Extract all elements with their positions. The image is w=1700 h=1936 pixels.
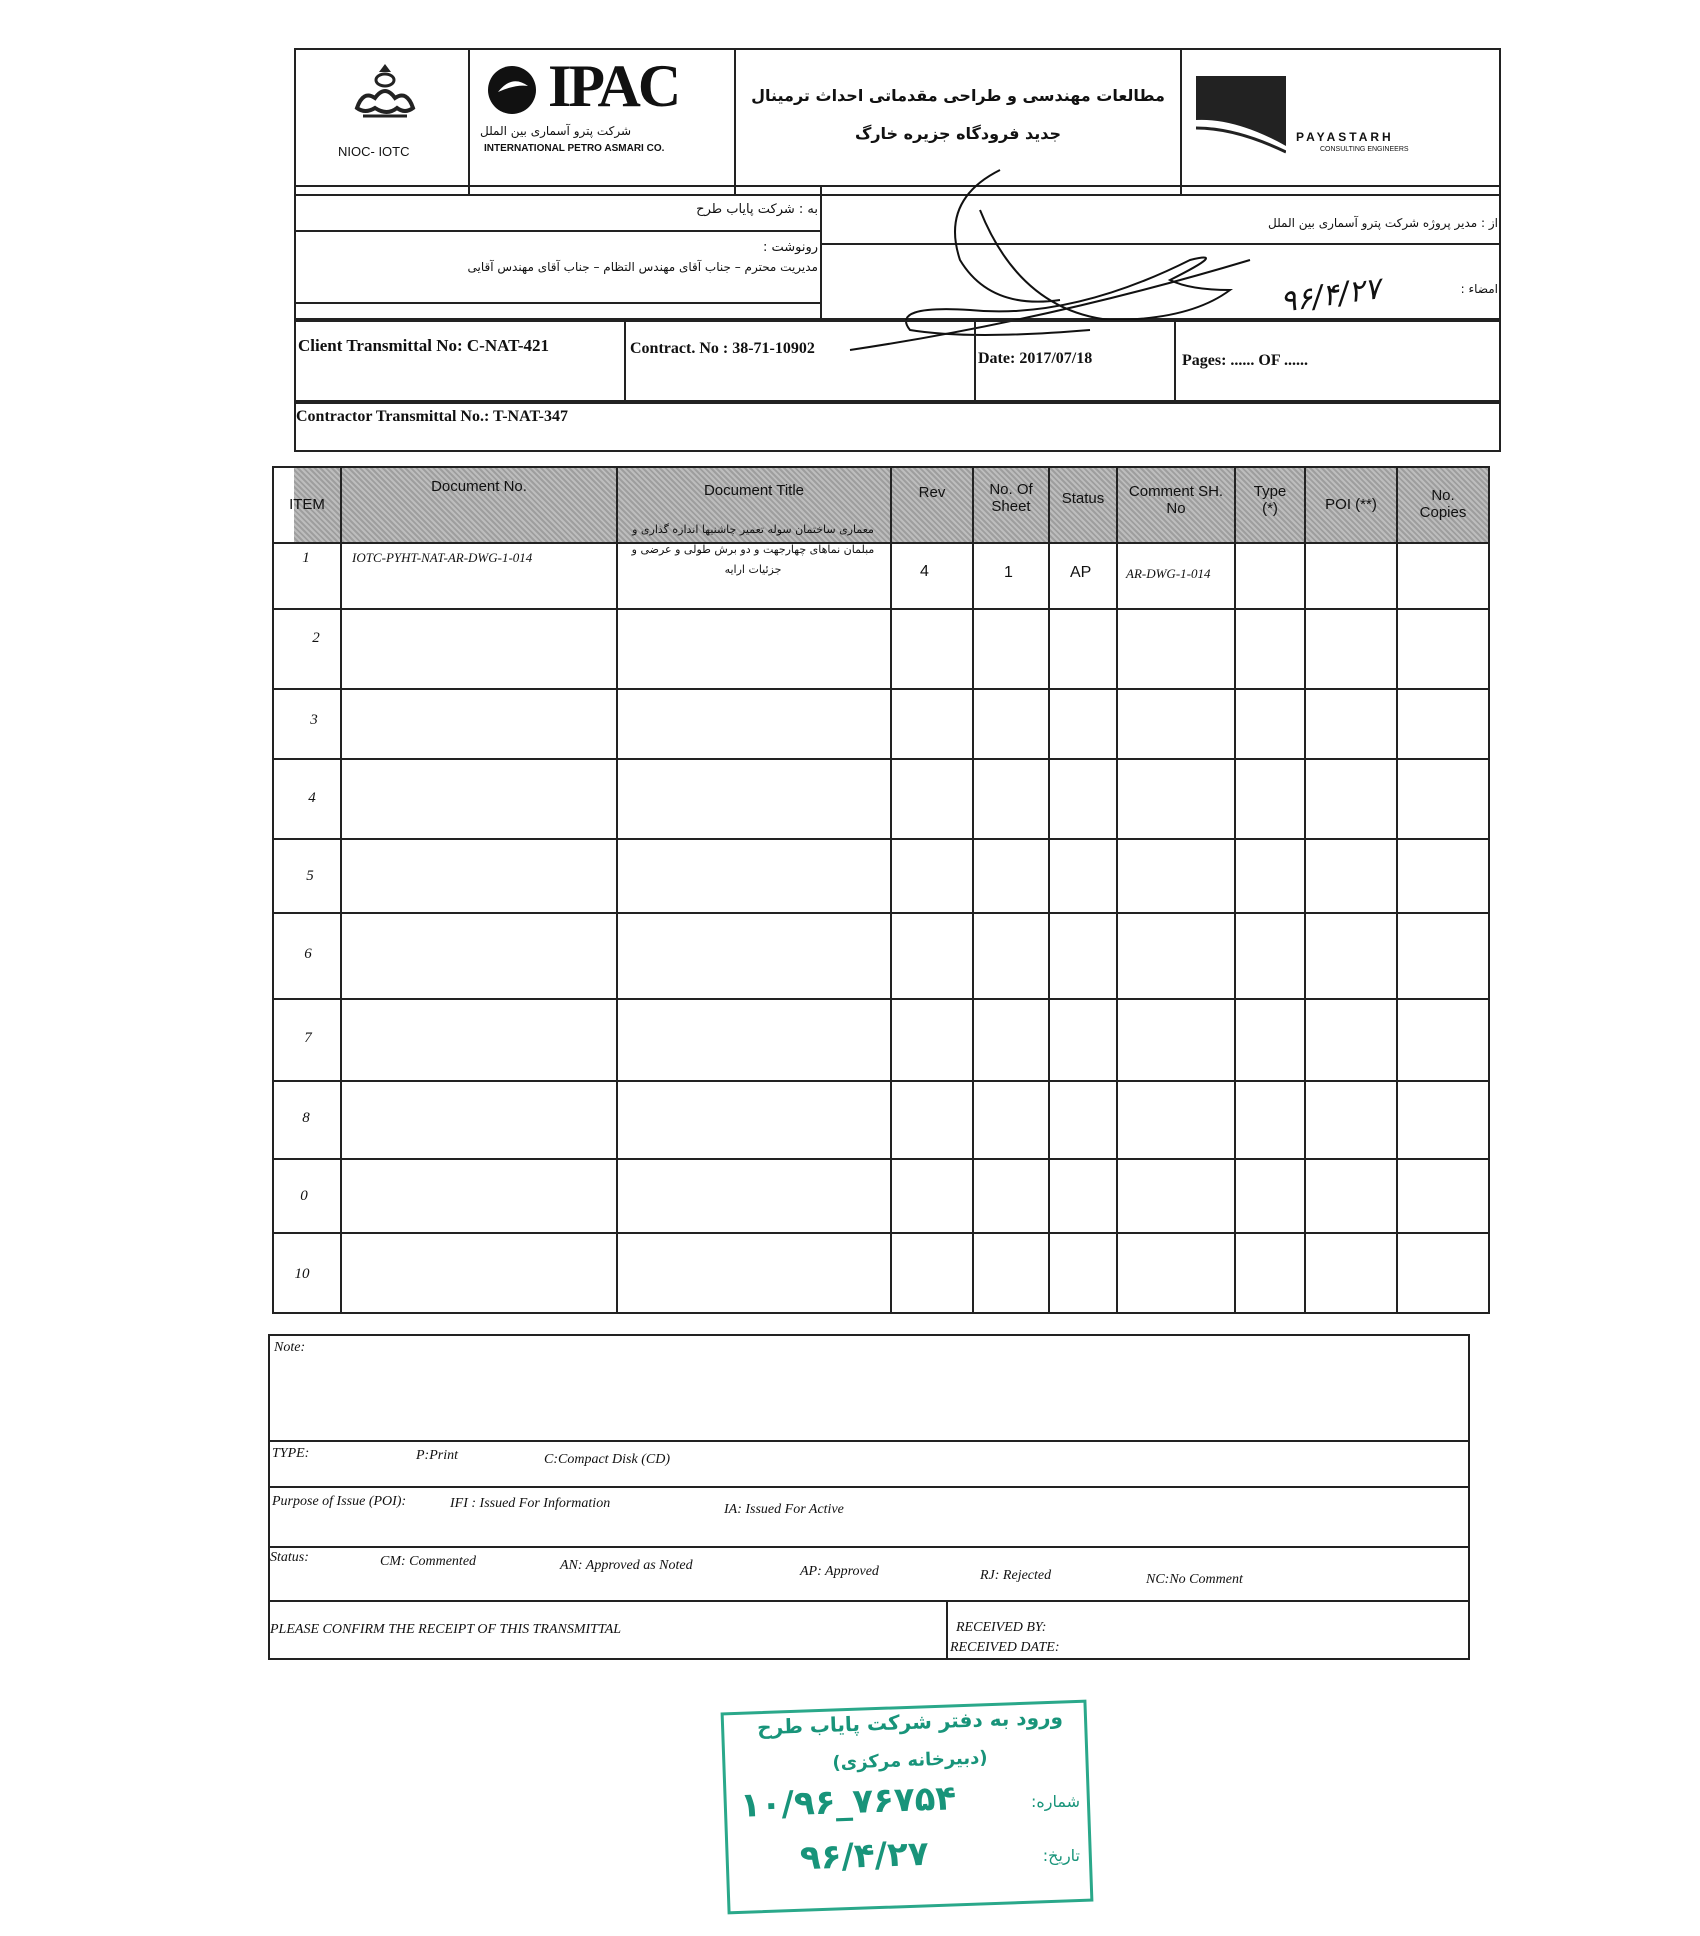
divider <box>272 758 1490 760</box>
divider <box>616 466 618 1314</box>
row-item-number: 6 <box>304 946 312 962</box>
row-item-number: 8 <box>302 1110 310 1126</box>
stamp-title: ورود به دفتر شرکت پایاب طرح <box>756 1704 1064 1740</box>
stamp-number-value: ۱۰/۹۶_۷۶۷۵۴ <box>739 1778 957 1826</box>
divider <box>468 48 470 196</box>
from-project-manager: از : مدیر پروژه شرکت پترو آسماری بین الملل <box>1267 216 1498 230</box>
payastarh-logo-icon <box>1196 76 1286 156</box>
header-poi: POI (**) <box>1325 495 1377 513</box>
divider <box>272 912 1490 914</box>
ipac-logo-text: IPAC <box>548 53 679 119</box>
pages-count: Pages: ...... OF ...... <box>1182 352 1309 369</box>
row-status: AP <box>1070 564 1092 581</box>
row-item-number: 2 <box>312 630 320 646</box>
row-item-number: 5 <box>306 868 314 884</box>
type-label: TYPE: <box>272 1446 310 1461</box>
cc-value: مدیریت محترم – جناب آقای مهندس التظام – جناب آقای مهندس آقایی <box>467 260 818 274</box>
row-document-no: IOTC-PYHT-NAT-AR-DWG-1-014 <box>352 550 533 565</box>
status-rejected: RJ: Rejected <box>980 1568 1052 1583</box>
status-no-comment: NC:No Comment <box>1146 1572 1243 1587</box>
divider <box>268 1600 1470 1602</box>
status-approved-noted: AN: Approved as Noted <box>560 1558 693 1573</box>
row-item-number: 10 <box>294 1266 310 1282</box>
poi-ia: IA: Issued For Active <box>724 1502 844 1517</box>
row-item-number: 1 <box>302 550 310 566</box>
divider <box>1174 320 1176 402</box>
divider <box>268 1546 1470 1548</box>
contractor-transmittal-no: Contractor Transmittal No.: T-NAT-347 <box>296 408 568 425</box>
project-title-line1: مطالعات مهندسی و طراحی مقدماتی احداث ترمینال <box>751 86 1165 105</box>
divider <box>890 466 892 1314</box>
divider <box>340 466 342 1314</box>
divider <box>820 185 822 320</box>
ipac-drop-icon <box>484 62 540 118</box>
note-label: Note: <box>274 1340 306 1355</box>
notes-box <box>268 1334 1470 1660</box>
row-item-number: 4 <box>308 790 316 806</box>
header-comment-sh: Comment SH. No <box>1128 483 1224 517</box>
header-rev: Rev <box>918 483 946 501</box>
type-cd: C:Compact Disk (CD) <box>544 1452 670 1467</box>
poi-label: Purpose of Issue (POI): <box>272 1494 407 1509</box>
divider <box>272 1080 1490 1082</box>
signature-label: امضاء : <box>1460 282 1498 296</box>
divider <box>972 466 974 1314</box>
contract-no: Contract. No : 38-71-10902 <box>630 340 815 357</box>
row-item-number: 0 <box>300 1188 308 1204</box>
stamp-subtitle: (دبیرخانه مرکزی) <box>832 1747 988 1774</box>
divider <box>272 688 1490 690</box>
stamp-number-label: شماره: <box>1030 1792 1080 1811</box>
header-item: ITEM <box>289 495 325 513</box>
header-copies: No. Copies <box>1419 487 1467 521</box>
header-status: Status <box>1061 489 1105 507</box>
type-print: P:Print <box>416 1448 458 1463</box>
divider <box>272 998 1490 1000</box>
divider <box>1396 466 1398 1314</box>
row-comment-sh: AR-DWG-1-014 <box>1126 566 1211 581</box>
divider <box>734 48 736 196</box>
status-approved: AP: Approved <box>800 1564 879 1579</box>
document-table <box>272 466 1490 1314</box>
divider <box>1116 466 1118 1314</box>
received-by: RECEIVED BY: <box>956 1620 1047 1635</box>
transmittal-info-box <box>294 320 1501 402</box>
ipac-farsi-name: شرکت پترو آسماری بین الملل <box>480 124 632 138</box>
divider <box>1234 466 1236 1314</box>
project-title-line2: جدید فرودگاه جزیره خارگ <box>854 124 1062 143</box>
divider <box>268 1486 1470 1488</box>
status-commented: CM: Commented <box>380 1554 477 1569</box>
row-item-number: 7 <box>304 1030 312 1046</box>
divider <box>1304 466 1306 1314</box>
divider <box>294 230 820 232</box>
payastarh-subtitle: CONSULTING ENGINEERS <box>1320 146 1409 153</box>
stamp-date-label: تاریخ: <box>1042 1846 1080 1865</box>
divider <box>272 1232 1490 1234</box>
poi-ifi: IFI : Issued For Information <box>450 1496 611 1511</box>
client-transmittal-no: Client Transmittal No: C-NAT-421 <box>298 336 550 355</box>
row-sheets: 1 <box>1004 564 1013 581</box>
header-type: Type (*) <box>1253 483 1287 517</box>
transmittal-date: Date: 2017/07/18 <box>978 350 1093 367</box>
row-document-title: معماری ساختمان سوله تعمیر چاشنیها اندازه گذاری و مبلمان نماهای چهارجهت و دو برش طولی و عرضی و جزئیات ارایه <box>631 523 875 576</box>
divider <box>946 1600 948 1660</box>
divider <box>268 1440 1470 1442</box>
stamp-date-value: ۹۶/۴/۲۷ <box>799 1833 930 1879</box>
divider <box>624 320 626 402</box>
ipac-english-name: INTERNATIONAL PETRO ASMARI CO. <box>484 143 665 154</box>
divider <box>1048 466 1050 1314</box>
handwritten-date: ۹۶/۴/۲۷ <box>1278 271 1383 320</box>
payastarh-name: PAYASTARH <box>1296 130 1394 144</box>
status-label: Status: <box>270 1550 309 1565</box>
divider <box>294 302 820 304</box>
divider <box>272 608 1490 610</box>
divider <box>272 1158 1490 1160</box>
nioc-label: NIOC- IOTC <box>338 144 410 159</box>
confirm-receipt: PLEASE CONFIRM THE RECEIPT OF THIS TRANSMITTAL <box>270 1622 622 1637</box>
to-company: به : شرکت پایاب طرح <box>696 202 818 217</box>
row-item-number: 3 <box>310 712 318 728</box>
received-date: RECEIVED DATE: <box>950 1640 1060 1655</box>
header-document-no: Document No. <box>431 477 527 495</box>
row-rev: 4 <box>920 563 929 580</box>
divider <box>272 838 1490 840</box>
header-sheets: No. Of Sheet <box>989 481 1033 515</box>
header-document-title: Document Title <box>703 481 805 499</box>
nioc-logo-icon <box>345 58 425 128</box>
cc-label: رونوشت : <box>762 240 818 255</box>
divider <box>974 320 976 402</box>
